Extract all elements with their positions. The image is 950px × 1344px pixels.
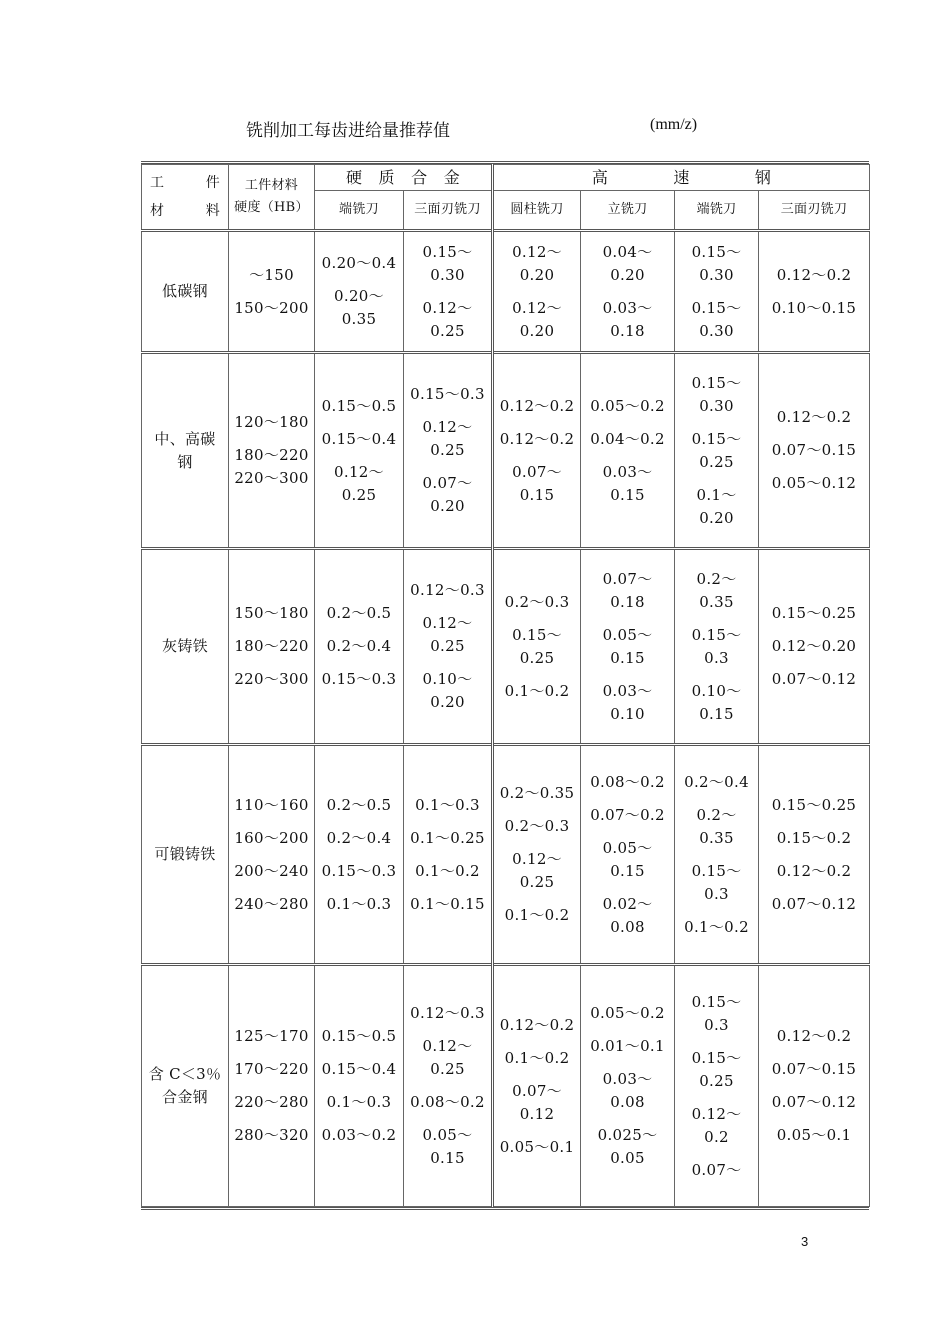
cell-line: 0.12～0.2 [776, 265, 852, 284]
cell-line [759, 429, 869, 439]
cell-line: 0.12～ [422, 298, 473, 317]
material-cell [142, 965, 229, 1207]
cell-line: 0.25 [430, 1060, 465, 1078]
cell-line: 0.07～ [422, 474, 473, 492]
cell-line: 125～170 [234, 1027, 309, 1045]
cell-line: 0.25 [430, 321, 465, 340]
cell-line [315, 275, 403, 285]
cell-line: 0.20 [699, 508, 734, 527]
cell-line: 0.1～0.2 [415, 861, 480, 880]
cell-line: 0.07～0.12 [771, 670, 857, 688]
cell-line [404, 658, 491, 668]
cell-line: 0.12～0.2 [499, 1015, 575, 1034]
cell-line: 0.18 [610, 592, 645, 611]
feed-value-cell [404, 353, 493, 549]
cell-line: 0.12～ [512, 850, 562, 868]
cell-line [404, 883, 491, 893]
feed-value-cell [493, 231, 581, 353]
cell-line [315, 850, 403, 860]
cell-line: 0.12～ [422, 418, 473, 436]
cell-line: 0.03～ [602, 462, 653, 481]
feed-value-cell [404, 231, 493, 353]
cell-line: 0.07～ [512, 462, 562, 481]
cell-line [315, 883, 403, 893]
cell-line: 200～240 [234, 861, 309, 880]
cell-line [315, 451, 403, 461]
cell-line: 0.35 [341, 310, 377, 328]
cell-line: 0.15～0.2 [776, 828, 852, 847]
cell-line: 0.12～0.2 [776, 861, 852, 880]
header-tool: 端铣刀 [315, 191, 404, 231]
cell-line [675, 418, 758, 428]
table-row [142, 231, 870, 353]
cell-line: 0.12～ [422, 1037, 473, 1055]
cell-line: 0.04～0.2 [590, 429, 665, 448]
feed-value-cell [404, 965, 493, 1207]
feed-value-cell [315, 549, 404, 745]
cell-line: 0.12～0.3 [410, 581, 485, 599]
hardness-cell [229, 353, 315, 549]
cell-line [404, 850, 491, 860]
cell-line: 0.2～0.5 [326, 604, 392, 622]
cell-line: 0.20 [519, 265, 555, 284]
cell-line: 0.12～0.2 [499, 429, 575, 448]
cell-line [759, 658, 869, 668]
cell-line: 0.07～ [512, 1081, 562, 1100]
cell-line: 0.1～0.3 [326, 894, 392, 913]
cell-line: 0.03～0.2 [321, 1126, 397, 1144]
table-row [142, 745, 870, 965]
cell-line: 0.07～0.15 [771, 1060, 857, 1078]
cell-line: 0.25 [519, 873, 555, 891]
cell-line [494, 670, 580, 680]
cell-line [229, 850, 314, 860]
cell-line: 110～160 [234, 795, 309, 814]
cell-line: 0.15～ [691, 992, 742, 1011]
cell-line: 0.05～ [602, 625, 653, 644]
cell-line [315, 418, 403, 428]
cell-line: 0.20 [519, 321, 555, 340]
cell-line: 0.03～ [602, 681, 653, 700]
cell-line: ～150 [249, 265, 294, 284]
feed-value-cell [581, 231, 675, 353]
cell-line [581, 614, 674, 624]
cell-line: 0.15 [430, 1149, 465, 1167]
feed-value-cell [581, 549, 675, 745]
cell-line: 0.15 [610, 861, 645, 880]
cell-line: 钢 [177, 452, 193, 471]
cell-line: 0.10～0.15 [771, 298, 857, 317]
cell-line [404, 287, 491, 297]
cell-line: 0.20 [610, 265, 645, 284]
header-group-hss: 高 速 钢 [493, 165, 870, 191]
cell-line [759, 1081, 869, 1091]
material-cell [142, 549, 229, 745]
cell-line [494, 614, 580, 624]
cell-line [759, 850, 869, 860]
feed-value-cell [675, 549, 759, 745]
cell-line: 180～220 [234, 446, 309, 464]
cell-line [315, 817, 403, 827]
cell-line [404, 1114, 491, 1124]
cell-line: 0.07～ [602, 569, 653, 588]
cell-line: 0.05 [610, 1149, 645, 1167]
cell-line: 0.12～ [334, 462, 384, 481]
cell-line [229, 1081, 314, 1091]
header-tool: 三面刃铣刀 [404, 191, 493, 231]
cell-line: 0.12～0.2 [499, 396, 575, 415]
cell-line [759, 817, 869, 827]
cell-line [494, 1126, 580, 1136]
cell-line: 0.15～ [691, 373, 742, 392]
cell-line: 0.20 [430, 693, 465, 711]
cell-line [759, 883, 869, 893]
cell-line [315, 625, 403, 635]
material-cell [142, 231, 229, 353]
feed-value-cell [759, 353, 870, 549]
cell-line: 0.15～ [512, 625, 562, 644]
cell-line [494, 451, 580, 461]
cell-line: 0.1～0.25 [410, 828, 485, 847]
cell-line: 0.1～ [696, 485, 737, 504]
page-title: 铣削加工每齿进给量推荐值 [246, 121, 450, 141]
cell-line [315, 658, 403, 668]
cell-line [675, 1037, 758, 1047]
cell-line: 0.20～ [334, 287, 384, 305]
cell-line [675, 614, 758, 624]
cell-line: 220～280 [234, 1093, 309, 1111]
feed-value-cell [759, 965, 870, 1207]
header-tool: 立铣刀 [581, 191, 675, 231]
cell-line [675, 906, 758, 916]
cell-line [675, 1149, 758, 1159]
cell-line: 0.2～0.35 [499, 784, 575, 802]
cell-line: 0.10～ [691, 681, 742, 700]
cell-line [675, 794, 758, 804]
cell-line [229, 625, 314, 635]
material-cell [142, 353, 229, 549]
feed-rate-table [141, 164, 870, 1207]
page-number: 3 [801, 1234, 809, 1249]
cell-line [581, 670, 674, 680]
cell-line: 0.3 [704, 1015, 729, 1034]
cell-line: 0.2 [704, 1127, 729, 1146]
feed-value-cell [581, 965, 675, 1207]
cell-line [229, 658, 314, 668]
cell-line: 0.1～0.2 [504, 906, 570, 924]
cell-line: 280～320 [234, 1126, 309, 1144]
cell-line [229, 287, 314, 297]
header-tool: 三面刃铣刀 [759, 191, 870, 231]
cell-line: 0.1～0.15 [410, 894, 485, 913]
cell-line: 0.35 [699, 592, 734, 611]
cell-line: 0.15 [519, 485, 555, 504]
cell-line: 220～300 [234, 670, 309, 688]
cell-line: 0.15～ [691, 1048, 742, 1067]
cell-line [229, 817, 314, 827]
feed-value-cell [404, 549, 493, 745]
feed-value-cell [675, 231, 759, 353]
header-tool: 端铣刀 [675, 191, 759, 231]
cell-line: 0.30 [699, 321, 734, 340]
cell-line: 含 C＜3％ [148, 1065, 222, 1083]
cell-line: 0.05～0.1 [776, 1126, 852, 1144]
cell-line [675, 287, 758, 297]
cell-line [759, 462, 869, 472]
cell-line: 170～220 [234, 1060, 309, 1078]
cell-line: 0.05～0.12 [771, 474, 857, 492]
table-body [142, 231, 870, 1207]
feed-rate-table-wrapper [141, 161, 869, 1210]
cell-line: 0.25 [699, 452, 734, 471]
cell-line: 0.10～ [422, 670, 473, 688]
cell-line: 合金钢 [162, 1088, 208, 1106]
table-row [142, 353, 870, 549]
cell-line: 0.15～ [691, 242, 742, 261]
cell-line: 0.1～0.3 [326, 1093, 392, 1111]
cell-line [759, 287, 869, 297]
cell-line [675, 474, 758, 484]
cell-line: 0.20～0.4 [321, 254, 397, 272]
cell-line: 0.12～ [512, 298, 562, 317]
cell-line: 150～200 [234, 298, 309, 317]
cell-line [315, 1048, 403, 1058]
cell-line: 0.15～0.25 [771, 795, 857, 814]
cell-line: 240～280 [234, 894, 309, 913]
cell-line: 灰铸铁 [162, 637, 208, 655]
cell-line [581, 794, 674, 804]
cell-line: 0.15～0.4 [321, 1060, 397, 1078]
cell-line: 0.05～0.1 [499, 1137, 575, 1156]
cell-line: 0.25 [341, 485, 377, 504]
cell-line: 0.2～0.4 [684, 772, 749, 791]
cell-line [581, 1025, 674, 1035]
cell-line: 0.15～ [691, 625, 742, 644]
feed-value-cell [315, 353, 404, 549]
cell-line: 0.15～ [691, 429, 742, 448]
cell-line [494, 418, 580, 428]
cell-line: 0.04～ [602, 242, 653, 261]
cell-line [404, 817, 491, 827]
cell-line: 0.10 [610, 704, 645, 723]
hardness-cell [229, 231, 315, 353]
cell-line: 0.2～0.4 [326, 828, 392, 847]
cell-line: 可锻铸铁 [154, 845, 216, 863]
cell-line: 0.07～0.15 [771, 441, 857, 459]
cell-line [581, 883, 674, 893]
feed-value-cell [759, 745, 870, 965]
cell-line: 0.05～0.2 [590, 1004, 665, 1022]
cell-line: 0.025～ [597, 1126, 658, 1144]
cell-line: 0.15～ [422, 242, 473, 261]
cell-line: 0.15～0.5 [321, 1027, 397, 1045]
cell-line: 0.35 [699, 828, 734, 847]
cell-line: 0.12 [519, 1104, 555, 1123]
cell-line [315, 1081, 403, 1091]
cell-line [581, 451, 674, 461]
feed-value-cell [675, 353, 759, 549]
cell-line: 0.15～0.4 [321, 429, 397, 448]
cell-line [675, 1093, 758, 1103]
cell-line: 0.08 [610, 1093, 645, 1111]
cell-line: 0.15 [610, 485, 645, 504]
feed-value-cell [493, 965, 581, 1207]
cell-line: 0.2～0.3 [504, 817, 570, 835]
cell-line: 0.1～0.2 [684, 917, 749, 936]
cell-line [494, 838, 580, 848]
cell-line: 0.07～0.2 [590, 805, 665, 824]
cell-line: 0.2～0.3 [504, 592, 570, 611]
table-row [142, 965, 870, 1207]
header-tool: 圆柱铣刀 [493, 191, 581, 231]
hardness-cell [229, 745, 315, 965]
hardness-cell [229, 549, 315, 745]
feed-value-cell [581, 745, 675, 965]
cell-line [494, 287, 580, 297]
unit-label: (mm/z) [650, 116, 698, 133]
cell-line: 0.2～ [696, 805, 737, 824]
cell-line: 中、高碳 [154, 429, 216, 448]
header-material: 工 件 材 料 [142, 165, 229, 231]
cell-line: 0.01～0.1 [590, 1037, 665, 1055]
header-group-carbide: 硬 质 合 金 [315, 165, 493, 191]
cell-line [494, 805, 580, 815]
cell-line [759, 1048, 869, 1058]
cell-line: 0.12～0.3 [410, 1004, 485, 1022]
cell-line: 0.08～0.2 [590, 772, 665, 791]
cell-line: 0.15 [699, 704, 734, 723]
cell-line [229, 883, 314, 893]
cell-line [759, 1114, 869, 1124]
cell-line [315, 1114, 403, 1124]
cell-line: 0.25 [699, 1071, 734, 1090]
cell-line: 0.30 [430, 265, 465, 284]
cell-line: 0.15～ [691, 298, 742, 317]
cell-line: 0.2～0.4 [326, 637, 392, 655]
cell-line: 0.08 [610, 917, 645, 936]
cell-line [581, 418, 674, 428]
cell-line: 0.05～ [422, 1126, 473, 1144]
cell-line [581, 827, 674, 837]
cell-line: 0.15～0.3 [410, 385, 485, 403]
cell-line: 0.20 [430, 497, 465, 515]
feed-value-cell [315, 965, 404, 1207]
cell-line: 0.25 [519, 648, 555, 667]
cell-line: 0.1～0.3 [415, 795, 480, 814]
feed-value-cell [675, 745, 759, 965]
cell-line: 0.07～0.12 [771, 1093, 857, 1111]
cell-line: 0.12～ [691, 1104, 742, 1123]
cell-line: 0.3 [704, 648, 729, 667]
cell-line: 0.1～0.2 [504, 1048, 570, 1067]
cell-line [494, 1037, 580, 1047]
cell-line: 0.15～0.3 [321, 861, 397, 880]
cell-line [404, 1081, 491, 1091]
cell-line: 0.3 [704, 884, 729, 903]
header-hardness: 工件材料 硬度（HB） [229, 165, 315, 231]
feed-value-cell [581, 353, 675, 549]
cell-line: 0.15～0.3 [321, 670, 397, 688]
cell-line: 0.18 [610, 321, 645, 340]
cell-line [675, 850, 758, 860]
cell-line [675, 670, 758, 680]
cell-line [494, 894, 580, 904]
cell-line: 0.30 [699, 265, 734, 284]
cell-line: 0.12～ [512, 242, 562, 261]
material-cell [142, 745, 229, 965]
cell-line: 低碳钢 [162, 282, 208, 300]
feed-value-cell [493, 745, 581, 965]
cell-line: 0.05～ [602, 838, 653, 857]
feed-value-cell [315, 231, 404, 353]
cell-line: 160～200 [234, 828, 309, 847]
cell-line: 0.15～0.25 [771, 604, 857, 622]
cell-line: 220～300 [234, 469, 309, 487]
cell-line [581, 1114, 674, 1124]
cell-line: 0.07～ [691, 1160, 742, 1179]
hardness-cell [229, 965, 315, 1207]
cell-line [229, 434, 314, 444]
cell-line: 0.25 [430, 637, 465, 655]
cell-line: 0.2～0.5 [326, 795, 392, 814]
feed-value-cell [759, 549, 870, 745]
cell-line: 0.15 [610, 648, 645, 667]
cell-line: 0.03～ [602, 298, 653, 317]
cell-line: 0.2～ [696, 569, 737, 588]
feed-value-cell [493, 353, 581, 549]
cell-line [229, 1048, 314, 1058]
cell-line: 0.12～0.20 [771, 637, 857, 655]
cell-line: 150～180 [234, 604, 309, 622]
feed-value-cell [675, 965, 759, 1207]
cell-line: 0.12～0.2 [776, 1027, 852, 1045]
cell-line: 0.25 [430, 441, 465, 459]
cell-line [759, 625, 869, 635]
cell-line: 0.08～0.2 [410, 1093, 485, 1111]
feed-value-cell [404, 745, 493, 965]
cell-line: 0.07～0.12 [771, 894, 857, 913]
cell-line [404, 602, 491, 612]
cell-line: 120～180 [234, 413, 309, 431]
cell-line [229, 1114, 314, 1124]
cell-line: 0.02～ [602, 894, 653, 913]
cell-line [404, 406, 491, 416]
cell-line: 0.12～0.2 [776, 408, 852, 426]
cell-line [581, 1058, 674, 1068]
feed-value-cell [493, 549, 581, 745]
cell-line [404, 462, 491, 472]
cell-line: 180～220 [234, 637, 309, 655]
cell-line: 0.15～ [691, 861, 742, 880]
cell-line: 0.12～ [422, 614, 473, 632]
cell-line: 0.05～0.2 [590, 396, 665, 415]
cell-line [494, 1070, 580, 1080]
feed-value-cell [759, 231, 870, 353]
cell-line: 0.15～0.5 [321, 396, 397, 415]
cell-line: 0.03～ [602, 1070, 653, 1088]
cell-line [581, 287, 674, 297]
cell-line: 0.30 [699, 396, 734, 415]
table-row [142, 549, 870, 745]
cell-line: 0.1～0.2 [504, 681, 570, 700]
feed-value-cell [315, 745, 404, 965]
cell-line [404, 1025, 491, 1035]
